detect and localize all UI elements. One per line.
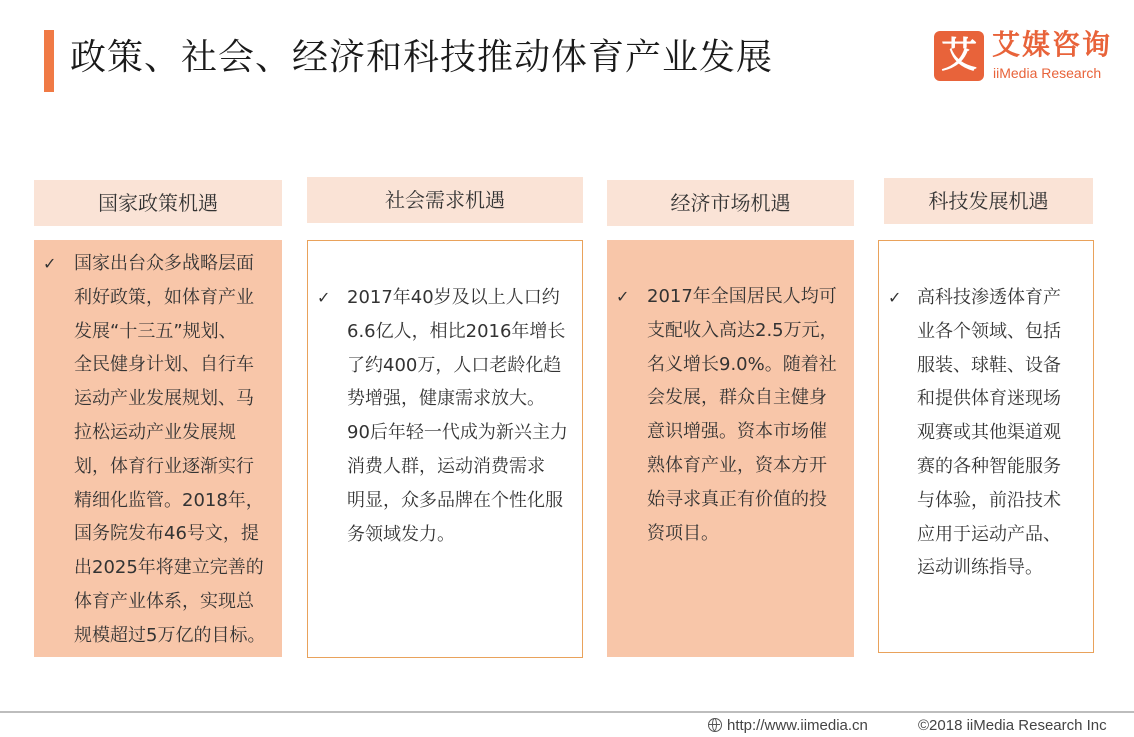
check-icon: ✓ xyxy=(43,254,57,273)
text-line: 势增强，健康需求放大。 xyxy=(347,388,545,410)
text-line: 规模超过5万亿的目标。 xyxy=(74,624,266,646)
policy-column-box xyxy=(34,240,282,657)
economy-column-box xyxy=(607,240,854,657)
text-line: 精细化监管。2018年， xyxy=(74,489,264,511)
text-line: 务领域发力。 xyxy=(347,523,455,545)
text-line: 运动训练指导。 xyxy=(917,557,1043,579)
text-line: 名义增长9.0%。随着社 xyxy=(647,353,837,375)
text-line: 服装、球鞋、设备 xyxy=(917,354,1061,376)
society-column-box xyxy=(307,240,583,658)
check-icon: ✓ xyxy=(888,288,902,307)
text-line: 会发展，群众自主健身 xyxy=(647,387,827,409)
text-line: 赛的各种智能服务 xyxy=(917,455,1061,477)
title-accent-bar xyxy=(44,30,54,92)
check-icon: ✓ xyxy=(616,287,630,306)
brand-logo xyxy=(934,30,1124,86)
logo-name-cn: 艾媒咨询 xyxy=(992,28,1113,61)
text-line: 高科技渗透体育产 xyxy=(917,287,1061,308)
text-line: 划，体育行业逐渐实行 xyxy=(74,455,254,477)
economy-column-text xyxy=(647,280,852,550)
text-line: 资项目。 xyxy=(647,522,719,544)
page-title: 政策、社会、经济和科技推动体育产业发展 xyxy=(70,37,774,78)
text-line: 业各个领域、包括 xyxy=(917,320,1061,342)
society-column-header: 社会需求机遇 xyxy=(307,177,583,223)
policy-column-text xyxy=(74,247,279,653)
text-line: 2017年全国居民人均可 xyxy=(647,286,837,307)
text-line: 和提供体育迷现场 xyxy=(917,388,1061,410)
society-column-text xyxy=(347,281,582,551)
text-line: 利好政策，如体育产业 xyxy=(74,286,254,308)
text-line: 明显，众多品牌在个性化服 xyxy=(347,489,563,511)
text-line: 国务院发布46号文，提 xyxy=(74,523,259,545)
footer-copyright: ©2018 iiMedia Research Inc xyxy=(918,717,1107,734)
text-line: 熟体育产业，资本方开 xyxy=(647,454,827,476)
text-line: 消费人群，运动消费需求 xyxy=(347,455,545,477)
text-line: 应用于运动产品、 xyxy=(917,523,1061,545)
text-line: 拉松运动产业发展规 xyxy=(74,421,236,443)
text-line: 6.6亿人，相比2016年增长 xyxy=(347,320,566,342)
text-line: 意识增强。资本市场催 xyxy=(647,421,827,443)
text-line: 支配收入高达2.5万元， xyxy=(647,319,838,341)
text-line: 体育产业体系，实现总 xyxy=(74,590,254,612)
policy-column-header: 国家政策机遇 xyxy=(34,180,282,226)
text-line: 出2025年将建立完善的 xyxy=(74,557,264,579)
text-line: 运动产业发展规划、马 xyxy=(74,388,254,410)
logo-mark-icon: 艾 xyxy=(934,31,984,81)
text-line: 了约400万，人口老龄化趋 xyxy=(347,354,562,376)
logo-name-en: iiMedia Research xyxy=(993,65,1102,81)
check-icon: ✓ xyxy=(317,288,331,307)
tech-column-text xyxy=(917,281,1093,585)
text-line: 全民健身计划、自行车 xyxy=(74,354,254,376)
footer-url-link[interactable]: http://www.iimedia.cn xyxy=(727,717,868,734)
text-line: 始寻求真正有价值的投 xyxy=(647,488,827,510)
tech-column-header: 科技发展机遇 xyxy=(884,178,1093,224)
text-line: 国家出台众多战略层面 xyxy=(74,253,254,274)
tech-column-box xyxy=(878,240,1094,653)
footer-divider xyxy=(0,711,1134,713)
globe-icon xyxy=(708,718,722,732)
text-line: 发展“十三五”规划、 xyxy=(74,320,237,342)
text-line: 与体验，前沿技术 xyxy=(917,489,1061,511)
economy-column-header: 经济市场机遇 xyxy=(607,180,854,226)
text-line: 观赛或其他渠道观 xyxy=(917,422,1061,444)
text-line: 90后年轻一代成为新兴主力 xyxy=(347,422,568,444)
text-line: 2017年40岁及以上人口约 xyxy=(347,287,560,308)
